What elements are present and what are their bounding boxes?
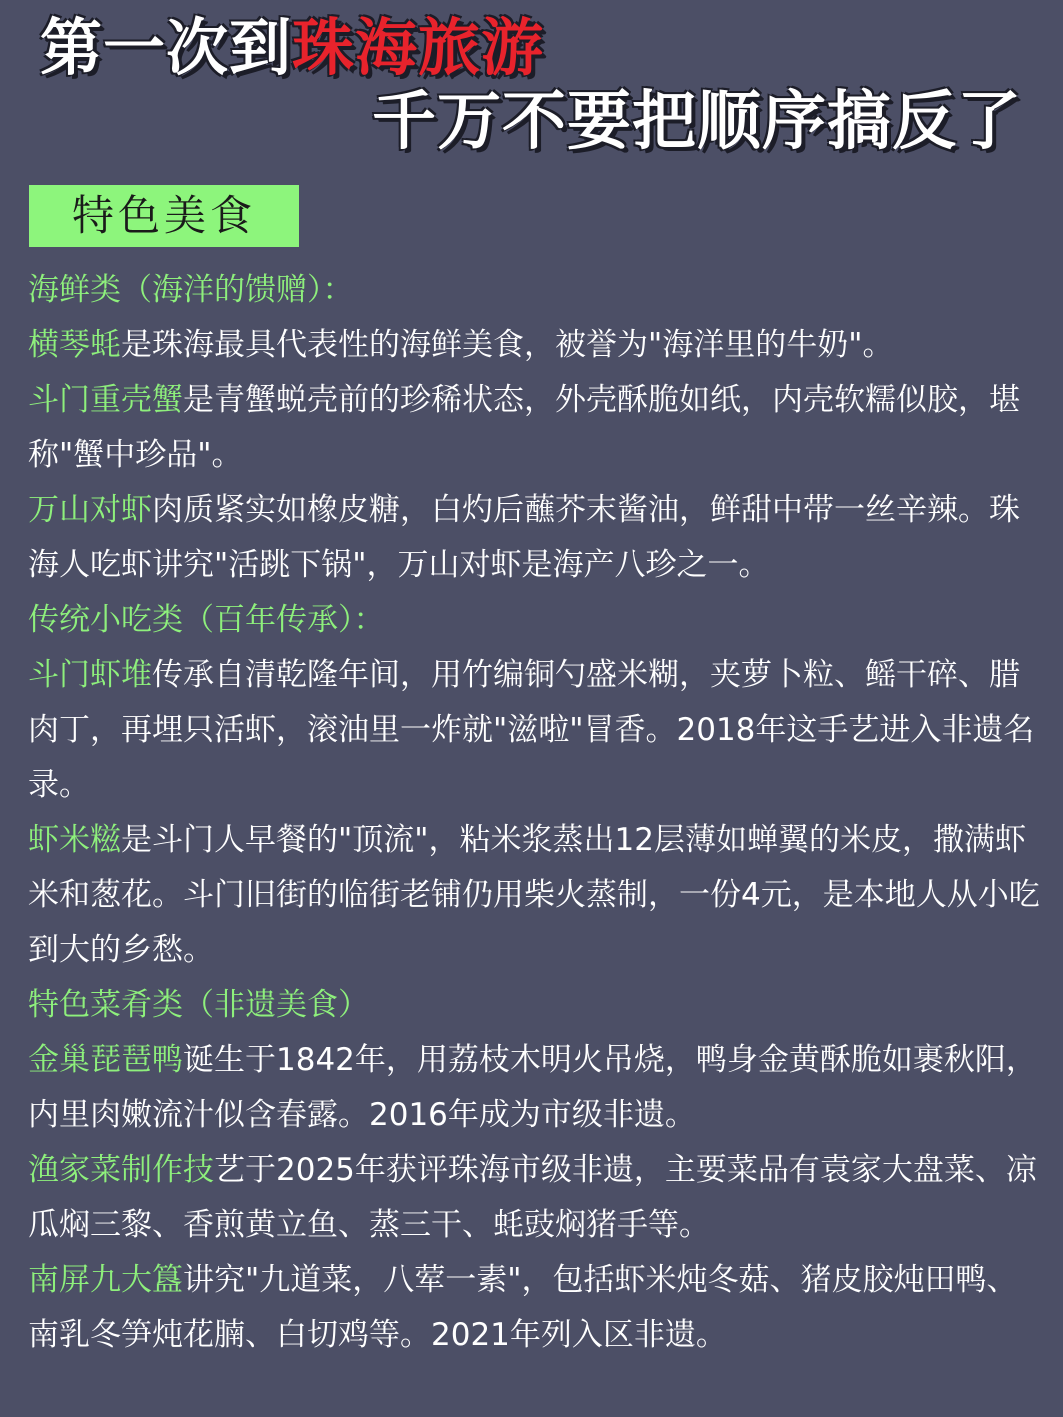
item-text: 艺于2025年获评珠海市级非遗，主要菜品有袁家大盘菜、凉瓜焖三黎、香煎黄立鱼、蒸三干、蚝豉焖猪手等。: [28, 1152, 1037, 1243]
title-line-2: 千万不要把顺序搞反了: [372, 85, 1022, 159]
item-text: 是珠海最具代表性的海鲜美食，被誉为"海洋里的牛奶"。: [121, 327, 894, 363]
title-line-1: [40, 8, 544, 88]
item-text: 肉质紧实如橡皮糖，白灼后蘸芥末酱油，鲜甜中带一丝辛辣。珠海人吃虾讲究"活跳下锅"，万山对虾是海产八珍之一。: [28, 492, 1020, 583]
item-text: 传承自清乾隆年间，用竹编铜勺盛米糊，夹萝卜粒、鳐干碎、腊肉丁，再埋只活虾，滚油里一炸就"滋啦"冒香。2018年这手艺进入非遗名录。: [28, 657, 1035, 803]
item-name: 斗门虾堆: [28, 657, 152, 693]
category-heading-seafood: 海鲜类（海洋的馈赠）：: [28, 272, 354, 308]
item-text: 是斗门人早餐的"顶流"，粘米浆蒸出12层薄如蝉翼的米皮，撒满虾米和葱花。斗门旧街的临街老铺仍用柴火蒸制，一份4元，是本地人从小吃到大的乡愁。: [28, 822, 1040, 968]
item-name: 万山对虾: [28, 492, 152, 528]
list-item: [28, 813, 1048, 978]
category-heading-snacks: 传统小吃类（百年传承）：: [28, 602, 385, 638]
list-item: [28, 1143, 1048, 1253]
item-name: 斗门重壳蟹: [28, 382, 183, 418]
list-item: [28, 373, 1048, 483]
list-item: [28, 1253, 1048, 1363]
list-item: [28, 648, 1048, 813]
item-name: 横琴蚝: [28, 327, 121, 363]
list-item: [28, 1033, 1048, 1143]
title-prefix: 第一次到: [40, 11, 293, 84]
item-text: 诞生于1842年，用荔枝木明火吊烧，鸭身金黄酥脆如裹秋阳，内里肉嫩流汁似含春露。2016年成为市级非遗。: [28, 1042, 1037, 1133]
category-heading-dishes: 特色菜肴类（非遗美食）: [28, 987, 369, 1023]
title-accent: 珠海旅游: [292, 11, 545, 84]
item-name: 渔家菜制作技: [28, 1152, 214, 1188]
content-body: [28, 263, 1048, 1363]
list-item: [28, 483, 1048, 593]
item-name: 南屏九大簋: [28, 1262, 183, 1298]
item-name: 金巢琵琶鸭: [28, 1042, 183, 1078]
item-text: 是青蟹蜕壳前的珍稀状态，外壳酥脆如纸，内壳软糯似胶，堪称"蟹中珍品"。: [28, 382, 1020, 473]
item-text: 讲究"九道菜，八荤一素"，包括虾米炖冬菇、猪皮胶炖田鸭、南乳冬笋炖花腩、白切鸡等。2021年列入区非遗。: [28, 1262, 1018, 1353]
section-tag: 特色美食: [29, 185, 299, 247]
list-item: [28, 318, 1048, 373]
item-name: 虾米糍: [28, 822, 121, 858]
